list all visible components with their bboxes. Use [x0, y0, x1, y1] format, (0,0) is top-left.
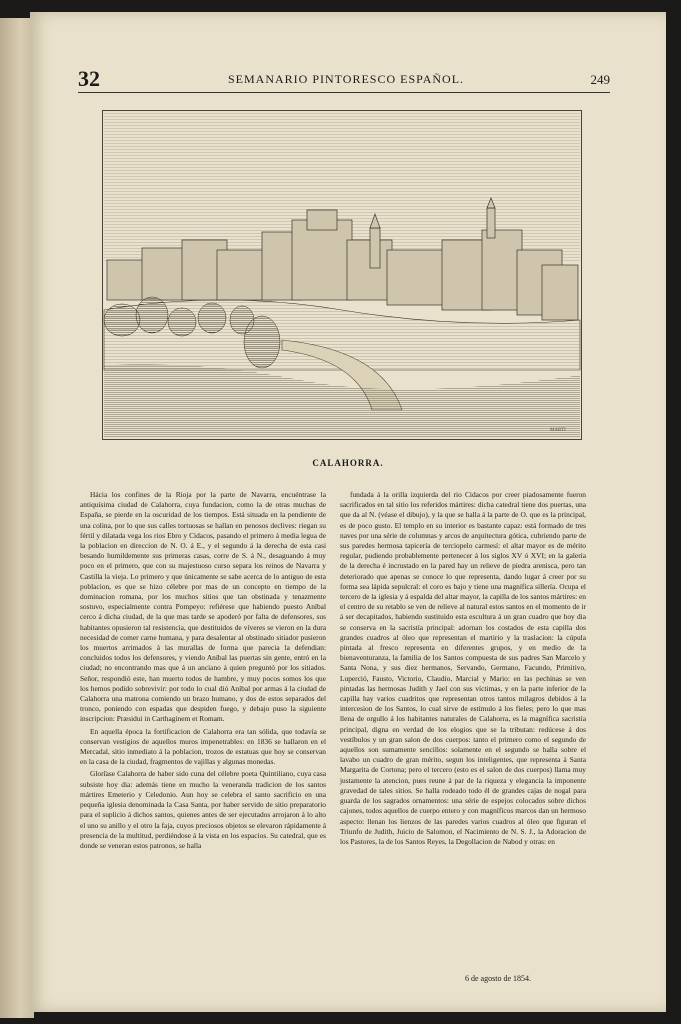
page-header [78, 66, 610, 93]
engraving-calahorra [102, 110, 582, 440]
paragraph: Glorí̈ase Calahorra de haber sido cuna del célebre poeta Quintiliano, cuya casa subsiste hoy dia: además tiene en mucho la veneranda tradicion de los santos mártires Emeterio y Celedonio. Aun hoy se celebra el santo sacrificio en una pequeña iglesia denominada la Casa Santa, por haber servido de sitio preparatorio para el suplicio á dichos santos, quienes antes de ser ejecutados arrojaron á lo alto el uno su anillo y el otro la faja, cuyos preciosos objetos se elevaron rápidamente á presencia de la multitud, perdiéndose á la vista en los espacios. Su catedral, que es donde se veneran estos patronos, se halla [80, 769, 326, 850]
running-title: SEMANARIO PINTORESCO ESPAÑOL. [228, 72, 465, 86]
paragraph: Hácia los confines de la Rioja por la parte de Navarra, encuéntrase la antiquísima ciudad de Calahorra, cuya fundacion, como la de otras muchas de España, se pierde en la oscuridad de los tiempos. Está situada en la pendiente de una colina, por lo que sus calles tortuosas se hallan en penosos declives: riegan su fértil y dilatada vega los rios Ebro y Cidacos, pasando el primero á media legua de la poblacion en direccion de N. O. á E., y el segundo á la derecha de esta casi besando humildemente sus primeras casas, corre de S. á N., desaguando á muy poco en el primero, que con su majestuoso curso separa los reinos de Navarra y Castilla la vieja. Lo primero y que únicamente se sabe acerca de lo antiguo de esta poblacion, es que se hizo célebre por mas de un concepto en tiempo de la dominacion romana, por los muchos sitios que tan obstinada y tenazmente sostuvo, especialmente contra Pompeyo: refiérese que habiendo puesto Aníbal cerco á dicha ciudad, de la que mas tarde se apoderó por falta de defensores, sus habitantes opusieron tal resistencia, que destituidos de víveres se vieron en la dura necesidad de comer carne humana, y para desalentar al obstinado sitiador pusieron los muertos arrimados á las murallas de forma que parecia la defendian: concluidos todos los defensores, y viendo Aníbal las puertas sin gente, entró en la ciudad; no encontrando mas que á un anciano á quien preguntó por los sitiados. Señor, respondió este, han muerto todos de hambre, y muy pocos somos los que los hemos podido sobrevivir: por todo lo cual dió Aníbal por armas á la ciudad de Calahorra una matrona comiendo un brazo humano, y dos de estos separados del tronco, poniendo con espadas que despiden fuego, y debajo puso la siguiente inscripcion: Præsidui in Carthaginem et Romam. [80, 490, 326, 724]
engraver-signature: MARTI [550, 428, 566, 433]
page-number-left: 32 [78, 66, 100, 91]
text-column-left [80, 490, 326, 853]
paragraph: En aquella época la fortificacion de Calahorra era tan sólida, que todavía se conservan vestigios de aquellos muros impenetrables: en 1836 se hallaron en el Mercadal, sitio inmediato á la poblacion, trozos de estatuas que hoy se conservan en la casa de la ciudad, fragmentos de vajillas y algunas monedas. [80, 726, 326, 767]
illustration-caption: CALAHORRA. [312, 458, 384, 468]
text-column-right [340, 490, 586, 849]
paragraph: fundada á la orilla izquierda del rio Cidacos por creer piadosamente fueron sacrificados en tal sitio los referidos mártires: dicha catedral tiene dos puertas, una que da al N. (véase el dibujo), y la que se halla á la parte de O. que es la principal, es de poco gusto. El templo en su interior es bastante capaz: está formado de tres naves por una série de columnas y arcos de arquitectura gótica, cubriendo parte de sus paredes hermosa tapicería de terciopelo carmesí: el altar mayor es de mérito regular, pudiendo probablemente pertenecer á los siglos XV ó XVI; en la galería de la derecha é incrustado en la pared hay un relieve de piedra arenisca, pero tan deteriorado que apenas se conoce lo que representa, dando lugar á creer por su forma sea lápida sepulcral: el coro es bajo y tiene una magnífica sillería. Ocupa el tercero de la iglesia y á espalda del altar mayor, la capilla de los santos mártires: en el centro de su retablo se ven de relieve al natural estos santos en el momento de ir á ser decapitados, habiendo sustituido esta escultura á un gran cuadro que hoy dia se conserva en la sacristía principal: adornan los costados de esta capilla dos grandes cuadros al óleo que representan el martirio y la traslacion: la cúpula pintada al fresco representa en diferentes grupos, y en medio de la bienaventuranza, la familia de los Santos compuesta de sus padres San Marcelo y Santa Nona, y sus diez hermanos, Servando, Germano, Facundo, Primitivo, Luperció, Fausto, Victorio, Claudio, Marcial y Mario: en las pechinas se ven pintadas las hermosas Judith y Jael con sus víctimas, y en la parte inferior de la capilla hay varios cuadritos que representan otros tantos milagros debidos á la intercesion de los Santos, lo cual sirve de estímulo á los fieles; pero lo que mas llena de orgullo á los habitantes naturales de Calahorra, es la magnífica sacristía principal, digna en verdad de los elogios que se la tributan: redúcese á dos vestíbulos y un gran salon de dos cuerpos: tanto el primero como el segundo de aquellos son sumamente sencillos: solamente en el segundo se halla sobre el lavabo un cuadro de gran mérito, segun los inteligentes, que representa á Santa Margarita de Cortona; pero el tercero (esto es el salon de dos cuerpos) llama muy justamente la atencion, pues reune á par de la riqueza y elegancia la imponente gravedad de tales sitios. Se halla rodeado todo él de grandes cajas de nogal para guarda de los sagrados ornamentos: una série de espejos colocados sobre dichos cajones, todos aquellos de cuerpo entero y con magníficos marcos dan un hermoso aspecto: llenan los lienzos de las paredes varios cuadros al óleo que figuran el Triunfo de Judith, Juicio de Salomon, el Nacimiento de N. S. J., la Adoracion de los Pastores, la de los Santos Reyes, la Degollacion de Nabod y otras: en [340, 490, 586, 846]
dateline: 6 de agosto de 1854. [465, 974, 531, 983]
page-number-right: 249 [590, 72, 610, 87]
magazine-page [30, 12, 666, 1012]
facing-page-edge [0, 18, 34, 1018]
